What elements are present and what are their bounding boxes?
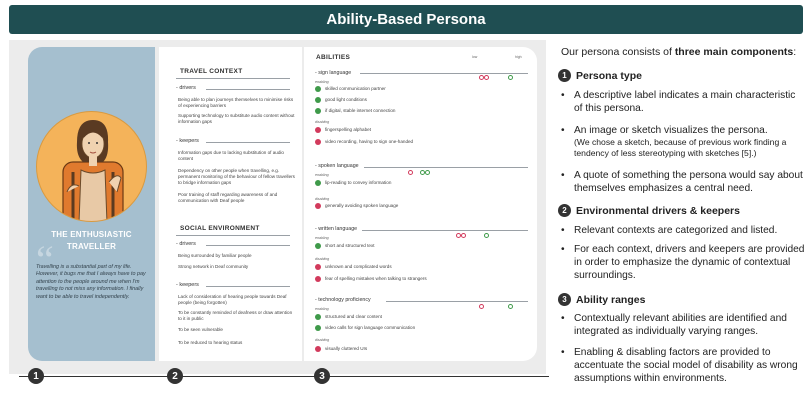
ability-name: - spoken language (315, 163, 359, 169)
enabling-factor: skilled communication partner (315, 86, 386, 92)
social-driver: Strong network in Deaf community (178, 264, 249, 269)
enabling-factor: good light conditions (315, 97, 367, 103)
travel-keeper: Information gaps due to lacking substitution of audio content (178, 150, 284, 161)
travel-keepers-label: - keepers (176, 138, 199, 144)
scale-high-label: high (515, 55, 522, 59)
component-axis (19, 376, 549, 377)
disabling-icon (315, 139, 321, 145)
travel-driver: Supporting technology to substitute audio content without information gaps (178, 113, 295, 124)
divider (176, 78, 290, 79)
divider (206, 286, 290, 287)
travel-context-title: TRAVEL CONTEXT (180, 68, 243, 75)
disabling-marker-icon (479, 304, 484, 309)
disabling-icon (315, 346, 321, 352)
disabling-factor: visually cluttered UIs (315, 346, 367, 352)
section-ability-ranges (558, 293, 645, 306)
bullet: • Contextually relevant abilities are identified and integrated as individually varying ranges. (561, 312, 806, 338)
social-keepers-label: - keepers (176, 282, 199, 288)
disabling-factor: fingerspelling alphabet (315, 127, 371, 133)
divider (206, 89, 290, 90)
enabling-marker-icon (508, 304, 513, 309)
enabling-icon (315, 325, 321, 331)
divider (206, 245, 290, 246)
range-line (386, 301, 528, 302)
disabling-factor: video recording, having to sign one-handed (315, 139, 413, 145)
disabling-factor: generally avoiding spoken language (315, 203, 398, 209)
enabling-icon (315, 108, 321, 114)
social-keeper: Lack of consideration of hearing people towards Deaf people (being forgotten) (178, 294, 287, 305)
component-marker-2: 2 (167, 368, 183, 384)
social-keeper: To be reduced to hearing status (178, 340, 243, 345)
section-number: 3 (558, 293, 571, 306)
section-title: Ability ranges (576, 293, 646, 306)
bullet: • A quote of something the persona would say about themselves emphasizes a central need. (561, 169, 806, 195)
ability-name: - written language (315, 226, 358, 232)
disabling-marker-icon (408, 170, 413, 175)
enabling-marker-icon (425, 170, 430, 175)
enabling-marker-icon (508, 75, 513, 80)
travel-drivers-label: - drivers (176, 85, 196, 91)
persona-portrait (36, 111, 147, 222)
social-keeper: To be constantly reminded of deafness or draw attention to it in public (178, 310, 293, 321)
bullet: • An image or sketch visualizes the persona. (We chose a sketch, because of previous work finding a tendency of less stereotyping with sketches [5].) (561, 124, 806, 159)
enabling-icon (315, 86, 321, 92)
abilities-title: ABILITIES (316, 54, 351, 61)
disabling-factor: unknown and complicated words (315, 264, 392, 270)
traveller-sketch-icon (37, 112, 147, 222)
ability-name: - sign language (315, 70, 352, 76)
enabling-label: enabling (315, 236, 329, 240)
bullet: • For each context, drivers and keepers are provided in order to emphasize the dynamic of contextual surroundings. (561, 243, 806, 282)
title-banner (9, 5, 803, 34)
section-persona-type (558, 69, 642, 82)
intro-text: Our persona consists of three main components: (561, 46, 797, 58)
page-title: Ability-Based Persona (326, 11, 486, 28)
enabling-icon (315, 97, 321, 103)
enabling-icon (315, 314, 321, 320)
divider (206, 142, 290, 143)
section-environmental-drivers (558, 204, 740, 217)
enabling-label: enabling (315, 307, 329, 311)
section-title: Environmental drivers & keepers (576, 204, 740, 217)
enabling-label: enabling (315, 173, 329, 177)
disabling-label: disabling (315, 338, 330, 342)
enabling-factor: lip-reading to convey information (315, 180, 391, 186)
ability-name: - technology proficiency (315, 297, 371, 303)
enabling-factor: if digital, stable internet connection (315, 108, 395, 114)
social-environment-title: SOCIAL ENVIRONMENT (180, 225, 260, 232)
disabling-icon (315, 127, 321, 133)
enabling-icon (315, 243, 321, 249)
social-drivers-label: - drivers (176, 241, 196, 247)
section-number: 1 (558, 69, 571, 82)
disabling-factor: fear of spelling mistakes when talking to strangers (315, 276, 427, 282)
travel-driver: Being able to plan journeys themselves to minimise risks of experiencing barriers (178, 97, 294, 108)
enabling-factor: structured and clear content (315, 314, 382, 320)
component-marker-3: 3 (314, 368, 330, 384)
bullet-note: (We chose a sketch, because of previous work finding a tendency of less stereotyping with sketches [5].) (574, 137, 787, 158)
range-line (364, 167, 528, 168)
range-line (360, 73, 528, 74)
disabling-icon (315, 203, 321, 209)
disabling-icon (315, 276, 321, 282)
disabling-icon (315, 264, 321, 270)
disabling-label: disabling (315, 257, 330, 261)
enabling-factor: video calls for sign language communication (315, 325, 415, 331)
social-keeper: To be seen vulnerable (178, 327, 223, 332)
bullet: • A descriptive label indicates a main characteristic of this persona. (561, 89, 806, 115)
scale-low-label: low (472, 55, 478, 59)
bullet: • Relevant contexts are categorized and listed. (561, 224, 806, 237)
persona-type-label: THE ENTHUSIASTIC TRAVELLER (51, 230, 132, 251)
social-driver: Being surrounded by familiar people (178, 253, 252, 258)
persona-quote: Travelling is a substantial part of my life. However, it bugs me that I always have to pay attention to the people around me when I'm travelling to not miss any information. I finally want to be able to travel independently. (36, 264, 146, 300)
enabling-factor: short and structured text (315, 243, 375, 249)
enabling-label: enabling (315, 80, 329, 84)
travel-keeper: Poor training of staff regarding awareness of and communication with Deaf people (178, 192, 278, 203)
disabling-label: disabling (315, 120, 330, 124)
range-line (362, 230, 528, 231)
disabling-marker-icon (461, 233, 466, 238)
quote-mark-icon: “ (36, 237, 54, 282)
enabling-marker-icon (484, 233, 489, 238)
enabling-icon (315, 180, 321, 186)
section-number: 2 (558, 204, 571, 217)
disabling-marker-icon (484, 75, 489, 80)
bullet: • Enabling & disabling factors are provided to accentuate the social model of disability as wrong assumptions within environments. (561, 346, 806, 385)
disabling-label: disabling (315, 197, 330, 201)
component-marker-1: 1 (28, 368, 44, 384)
section-title: Persona type (576, 69, 642, 82)
travel-keeper: Dependency on other people when travelling, e.g. permanent monitoring of the behaviour of fellow travellers to bridge information gaps (178, 168, 295, 185)
divider (176, 235, 290, 236)
